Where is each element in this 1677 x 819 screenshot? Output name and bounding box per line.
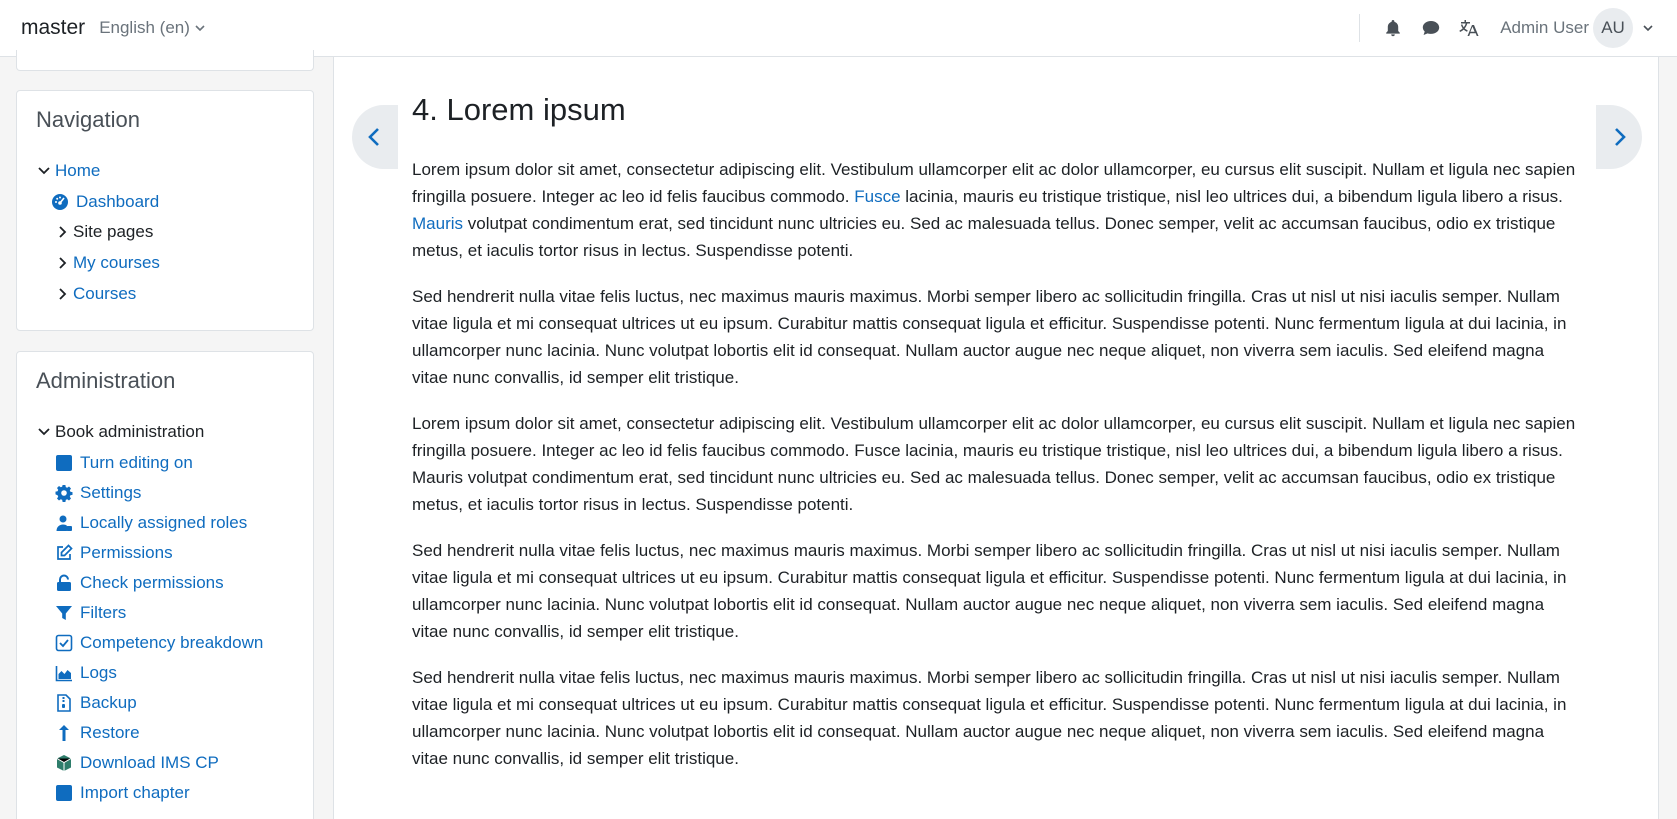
nav-item-site-pages[interactable] [55,222,153,242]
admin-item-label[interactable]: Import chapter [80,783,190,802]
administration-title: Administration [36,368,176,393]
admin-item-label[interactable]: Settings [80,483,142,502]
admin-item-import-chapter[interactable] [55,783,190,803]
admin-item-label[interactable]: Restore [80,723,140,742]
navbar-actions [1359,0,1655,56]
square-icon [55,454,73,472]
admin-item-label[interactable]: Backup [80,693,137,712]
unlock-icon [55,574,73,592]
user-avatar[interactable]: AU [1593,8,1633,48]
area-chart-icon [55,664,73,682]
language-label: English (en) [99,18,190,37]
top-navbar [0,0,1677,57]
navigation-block [16,90,314,331]
filter-icon [55,604,73,622]
mauris-link[interactable]: Mauris [412,214,464,233]
admin-item-label[interactable]: Check permissions [80,573,224,592]
site-pages-label[interactable]: Site pages [73,222,154,241]
language-toggle-button[interactable] [1450,9,1488,47]
chevron-right-icon[interactable] [55,225,69,239]
admin-item-check-permissions[interactable] [55,573,224,593]
chapter-title: 4. Lorem ipsum [412,92,626,127]
dashboard-link[interactable]: Dashboard [76,192,160,211]
dashboard-icon [51,193,69,211]
nav-item-my-courses[interactable] [55,253,160,273]
paragraph: Sed hendrerit nulla vitae felis luctus, nec maximus mauris maximus. Morbi semper libero ac sollicitudin fringilla. Cras ut nisl ut nisi iaculis semper. Nullam vitae ligula et mi consequat ultrices ut eu ipsum. Curabitur mattis consequat ligula et efficitur. Suspendisse potenti. Nunc fermentum ligula at dui lacinia, in ullamcorper nunc lacinia. Nunc volutpat lobortis elit id consequat. Nullam auctor augue nec neque aliquet, non viverra sem iaculis. Sed eleifend magna vitae nunc convallis, id semper elit tristique. [412,541,1567,641]
chevron-right-icon [1608,126,1630,148]
user-tag-icon [55,514,73,532]
nav-item-home[interactable] [37,161,100,181]
admin-item-competency-breakdown[interactable] [55,633,263,653]
nav-item-courses[interactable] [55,284,136,304]
my-courses-link[interactable]: My courses [73,253,160,272]
file-archive-icon [55,694,73,712]
admin-item-download-ims-cp[interactable] [55,753,219,773]
chapter-content [412,156,1578,791]
user-name[interactable]: Admin User [1500,18,1589,37]
level-up-icon [55,724,73,742]
fusce-link[interactable]: Fusce [854,187,901,206]
courses-link[interactable]: Courses [73,284,137,303]
chevron-down-icon [194,22,206,34]
messages-button[interactable] [1412,9,1450,47]
chevron-down-icon[interactable] [37,164,51,178]
edit-icon [55,544,73,562]
admin-item-label[interactable]: Turn editing on [80,453,193,472]
chat-bubble-icon [1421,18,1441,38]
admin-item-restore[interactable] [55,723,140,743]
bell-icon [1383,18,1403,38]
notifications-button[interactable] [1374,9,1412,47]
home-link[interactable]: Home [55,161,101,180]
paragraph: Sed hendrerit nulla vitae felis luctus, nec maximus mauris maximus. Morbi semper libero ac sollicitudin fringilla. Cras ut nisl ut nisi iaculis semper. Nullam vitae ligula et mi consequat ultrices ut eu ipsum. Curabitur mattis consequat ligula et efficitur. Suspendisse potenti. Nunc fermentum ligula at dui lacinia, in ullamcorper nunc lacinia. Nunc volutpat lobortis elit id consequat. Nullam auctor augue nec neque aliquet, non viverra sem iaculis. Sed eleifend magna vitae nunc convallis, id semper elit tristique. [412,668,1567,768]
nav-item-dashboard[interactable] [51,192,159,212]
paragraph: Sed hendrerit nulla vitae felis luctus, nec maximus mauris maximus. Morbi semper libero ac sollicitudin fringilla. Cras ut nisl ut nisi iaculis semper. Nullam vitae ligula et mi consequat ultrices ut eu ipsum. Curabitur mattis consequat ligula et efficitur. Suspendisse potenti. Nunc fermentum ligula at dui lacinia, in ullamcorper nunc lacinia. Nunc volutpat lobortis elit id consequat. Nullam auctor augue nec neque aliquet, non viverra sem iaculis. Sed eleifend magna vitae nunc convallis, id semper elit tristique. [412,287,1567,387]
chevron-left-icon [364,126,386,148]
chevron-right-icon[interactable] [55,256,69,270]
book-administration-node[interactable] [37,422,204,442]
admin-item-backup[interactable] [55,693,137,713]
paragraph [412,156,1578,264]
book-administration-label[interactable]: Book administration [55,422,205,441]
admin-item-permissions[interactable] [55,543,173,563]
chevron-down-icon[interactable] [37,425,51,439]
admin-item-label[interactable]: Permissions [80,543,173,562]
navigation-title: Navigation [36,107,140,132]
admin-item-turn-editing-on[interactable] [55,453,193,473]
admin-item-logs[interactable] [55,663,117,683]
site-brand[interactable]: master [21,16,86,39]
admin-item-label[interactable]: Download IMS CP [80,753,219,772]
admin-item-label[interactable]: Competency breakdown [80,633,264,652]
language-menu[interactable] [99,18,206,38]
square-icon [55,784,73,802]
translate-icon [1459,18,1479,38]
admin-item-settings[interactable] [55,483,141,503]
paragraph-text: lacinia, mauris eu tristique tristique, nisl leo ultrices dui, a bibendum ligula libero a risus. [900,187,1563,206]
administration-block [16,351,314,819]
paragraph-text: Lorem ipsum dolor sit amet, consectetur adipiscing elit. Vestibulum ullamcorper elit ac dolor ullamcorper, eu cursus elit suscipit. Nullam et ligula nec sapien fringilla posuere. Integer ac leo id felis faucibus commodo. [412,160,1576,206]
navbar-divider [1359,14,1360,42]
admin-item-filters[interactable] [55,603,126,623]
check-square-icon [55,634,73,652]
gear-icon [55,484,73,502]
admin-item-locally-assigned-roles[interactable] [55,513,247,533]
paragraph: Lorem ipsum dolor sit amet, consectetur adipiscing elit. Vestibulum ullamcorper elit ac dolor ullamcorper, eu cursus elit suscipit. Nullam et ligula nec sapien fringilla posuere. Integer ac leo id felis faucibus commodo. Fusce lacinia, mauris eu tristique tristique, nisl leo ultrices dui, a bibendum ligula libero a risus. Mauris volutpat condimentum erat, sed tincidunt nunc ultricies eu. Sed ac malesuada tellus. Donec semper, velit ac accumsan faucibus, odio ex tristique metus, et iaculis tortor risus in lectus. Suspendisse potenti. [412,414,1576,514]
package-icon [55,754,73,772]
admin-item-label[interactable]: Filters [80,603,127,622]
chevron-right-icon[interactable] [55,287,69,301]
paragraph-text: volutpat condimentum erat, sed tincidunt nunc ultricies eu. Sed ac malesuada tellus. Donec semper, velit ac accumsan faucibus, odio ex tristique metus, et iaculis tortor risus in lectus. Suspendisse potenti. [412,214,1556,260]
sidebar-block-partial [16,50,314,71]
admin-item-label[interactable]: Locally assigned roles [80,513,248,532]
chevron-down-icon[interactable] [1641,21,1655,35]
admin-item-label[interactable]: Logs [80,663,117,682]
